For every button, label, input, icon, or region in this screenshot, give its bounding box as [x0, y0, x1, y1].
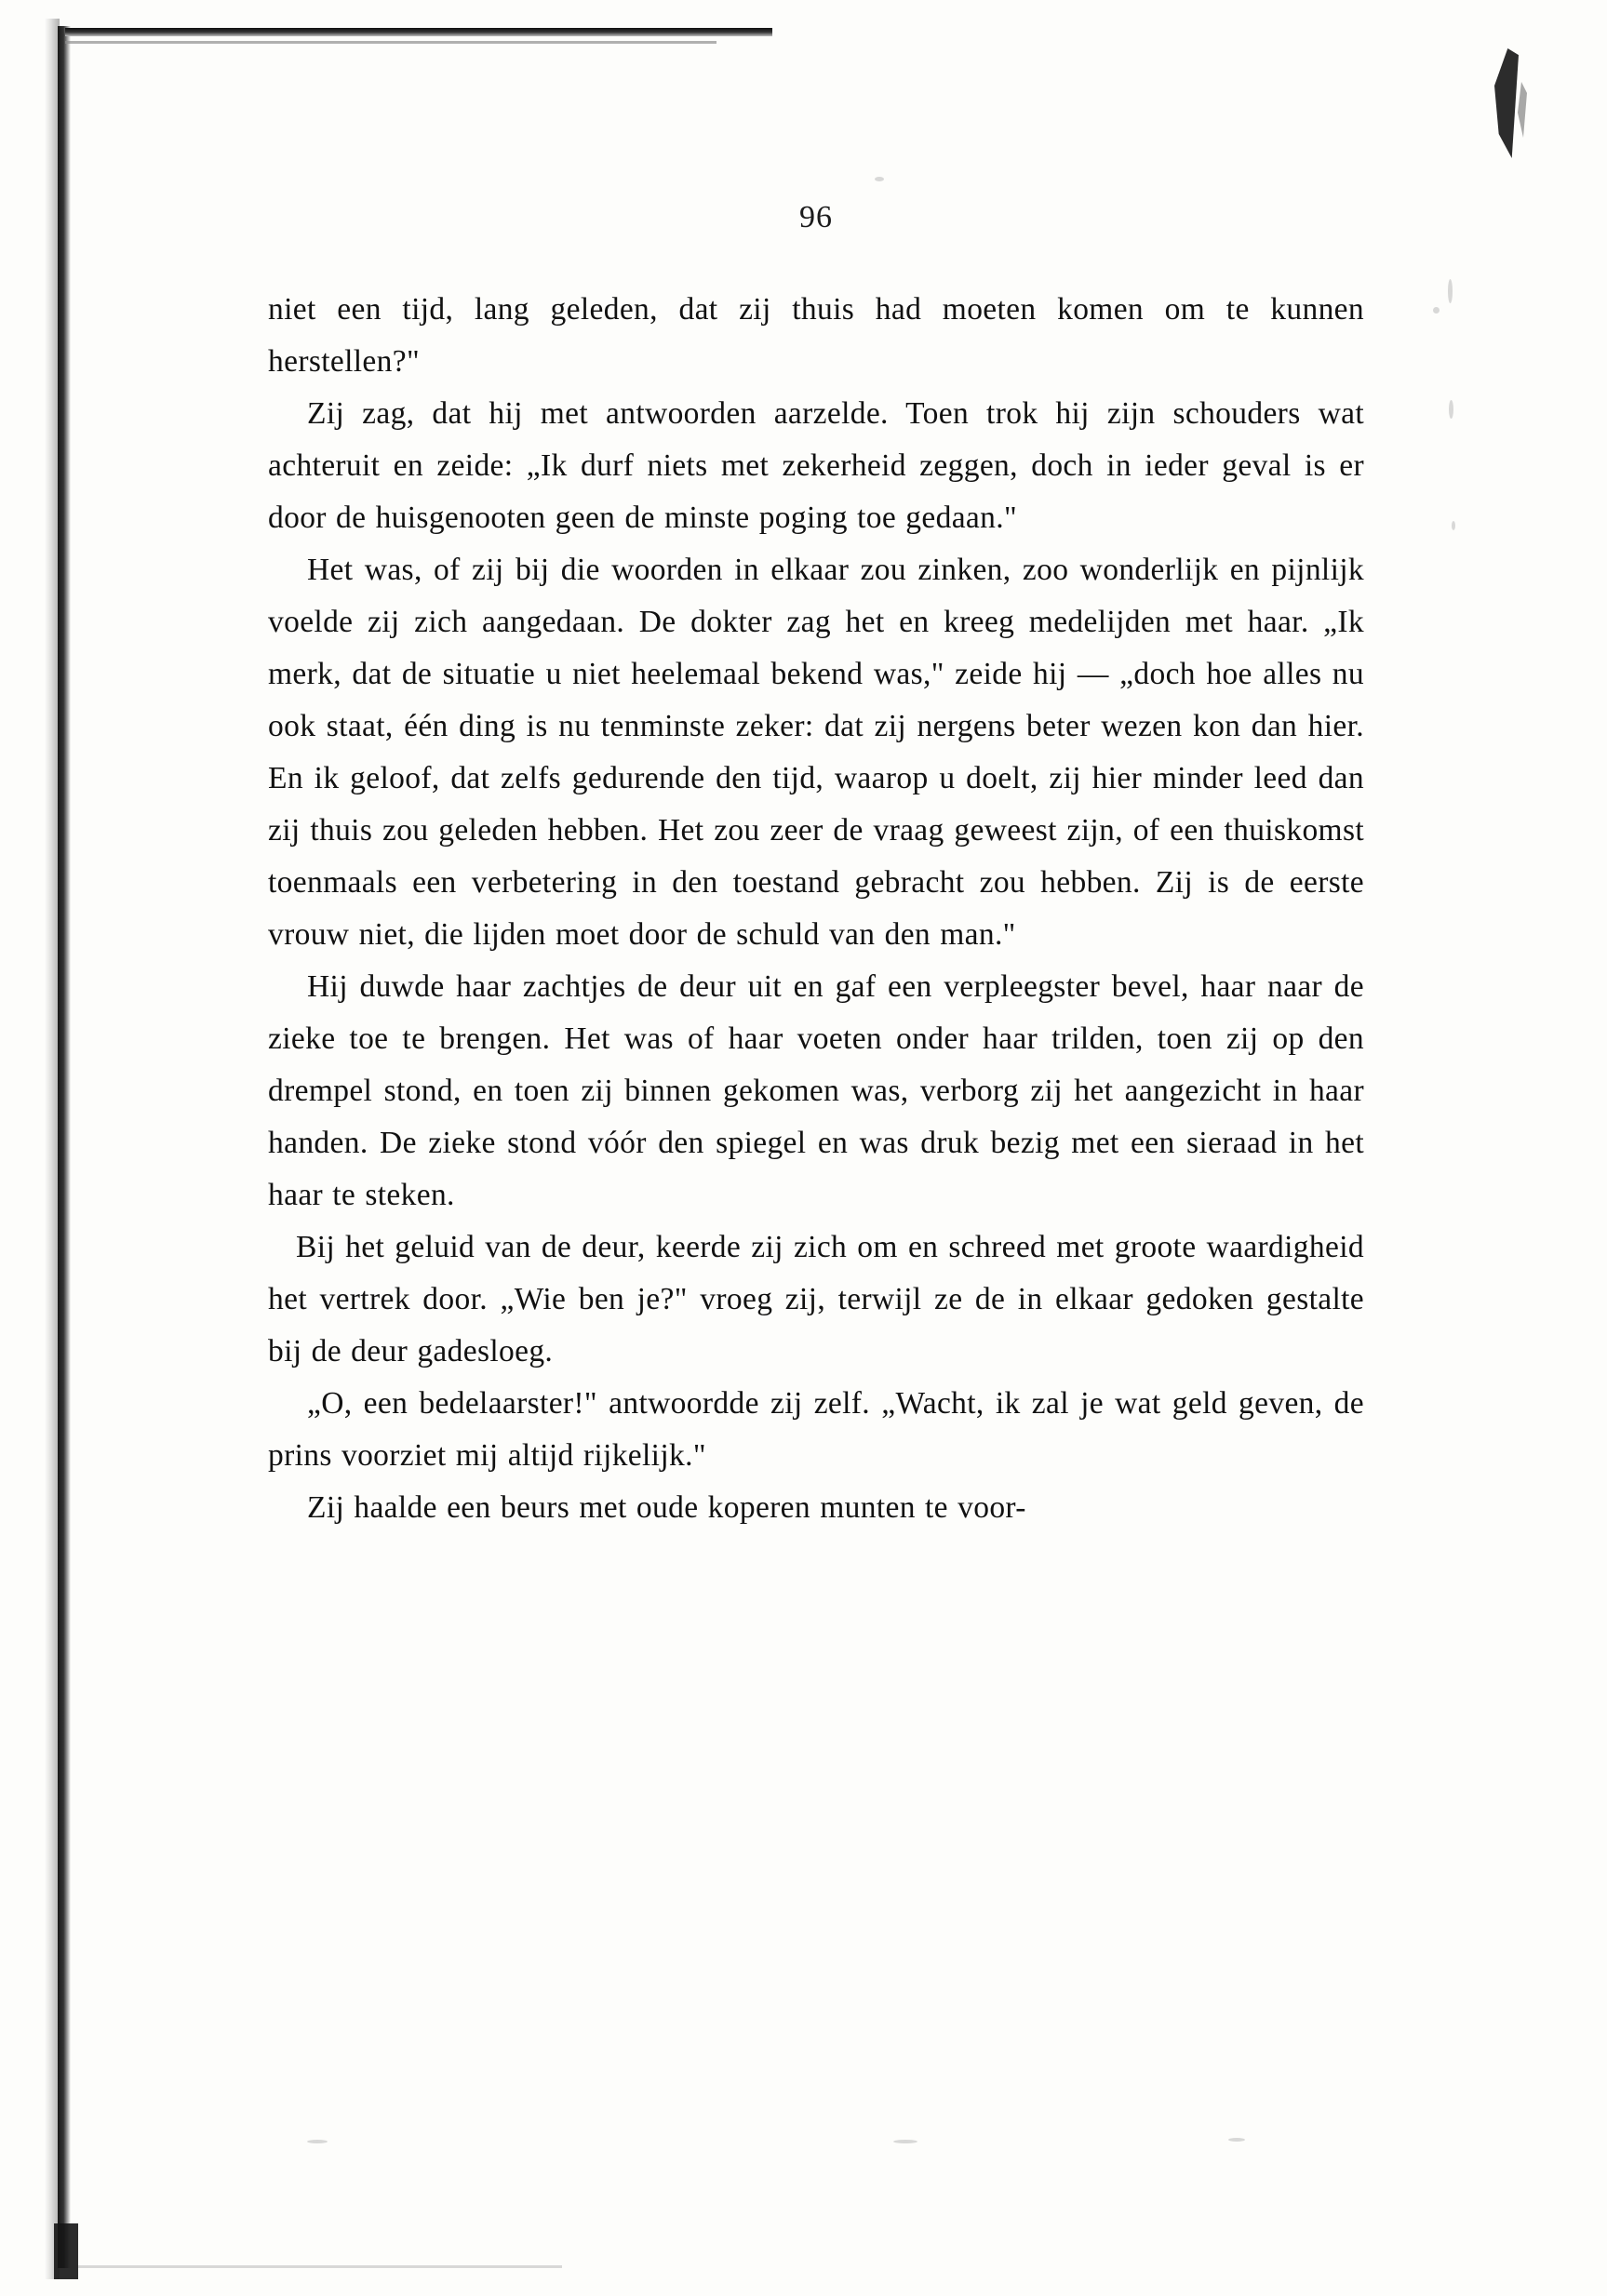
scan-speck — [893, 2140, 917, 2143]
scan-speck — [1452, 521, 1455, 530]
paragraph: Hij duwde haar zachtjes de deur uit en gaf een verpleegster bevel, haar naar de zieke toe te brengen. Het was of haar voeten onder haar trilden, toen zij op den drempel stond, en toen zij binnen gekomen was, verborg zij het aangezicht in haar handen. De zieke stond vóór den spiegel en was druk bezig met een sieraad in het haar te steken. — [268, 969, 1364, 1212]
scan-speck — [307, 2140, 328, 2143]
scan-top-edge — [65, 28, 772, 36]
scan-speck — [1228, 2138, 1245, 2142]
scan-bottom-edge — [54, 2223, 78, 2279]
scan-corner-mark-icon — [1494, 48, 1519, 158]
scan-speck — [875, 177, 884, 181]
page-text-block — [268, 200, 1364, 1534]
scan-speck — [1448, 279, 1453, 303]
scan-speck — [1433, 307, 1440, 314]
paragraph: Zij haalde een beurs met oude koperen munten te voor- — [307, 1490, 1026, 1525]
scan-speck — [1449, 400, 1453, 419]
scan-bottom-rule — [78, 2265, 562, 2268]
scan-top-edge-secondary — [65, 41, 716, 44]
paragraph: „O, een bedelaarster!" antwoordde zij zelf. „Wacht, ik zal je wat geld geven, de prins voorziet mij altijd rijkelijk." — [268, 1386, 1364, 1473]
paragraph: Zij zag, dat hij met antwoorden aarzelde. Toen trok hij zijn schouders wat achteruit en zeide: „Ik durf niets met zekerheid zeggen, doch in ieder geval is er door de huisgenooten geen de minste poging toe gedaan." — [268, 396, 1364, 535]
paragraph: niet een tijd, lang geleden, dat zij thuis had moeten komen om te kunnen herstellen?" — [268, 292, 1364, 379]
paragraph: Het was, of zij bij die woorden in elkaar zou zinken, zoo wonderlijk en pijnlijk voelde zij zich aangedaan. De dokter zag het en kreeg medelijden met haar. „Ik merk, dat de situatie u niet heelemaal bekend was," zeide hij — „doch hoe alles nu ook staat, één ding is nu tenminste zeker: dat zij nergens beter wezen kon dan hier. En ik geloof, dat zelfs gedurende den tijd, waarop u doelt, zij hier minder leed dan zij thuis zou geleden hebben. Het zou zeer de vraag geweest zijn, of een thuiskomst toenmaals een verbetering in den toestand gebracht zou hebben. Zij is de eerste vrouw niet, die lijden moet door de schuld van den man." — [268, 553, 1364, 952]
paragraph: Bij het geluid van de deur, keerde zij zich om en schreed met groote waardigheid het vertrek door. „Wie ben je?" vroeg zij, terwijl ze de in elkaar gedoken gestalte bij de deur gadesloeg. — [268, 1230, 1364, 1368]
scan-gutter-edge — [58, 26, 71, 2268]
page-number: 96 — [799, 200, 833, 234]
scan-corner-mark-secondary-icon — [1518, 82, 1527, 138]
